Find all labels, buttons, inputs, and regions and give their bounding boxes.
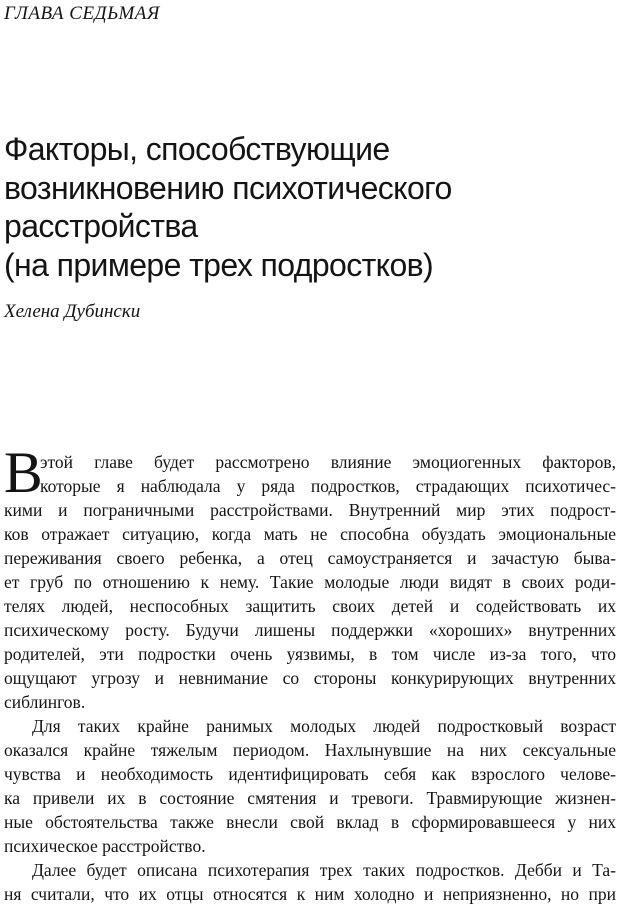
text-line: ощущают угрозу и невнимание со стороны конкурирующих внутренних <box>4 668 616 688</box>
author-name: Хелена Дубински <box>4 301 141 322</box>
text-line: ков отражает ситуацию, когда мать не способна обуздать эмоциональные <box>4 524 616 544</box>
running-head: ГЛАВА СЕДЬМАЯ <box>4 3 160 24</box>
text-line: чувства и необходимость идентифицировать себя как взрослого челове- <box>4 764 616 784</box>
text-line: переживания своего ребенка, а отец самоустраняется и зачастую быва- <box>4 548 616 568</box>
text-line: оказался крайне тяжелым периодом. Нахлынувшие на них сексуальные <box>4 740 616 760</box>
title-line-2: возникновению психотического <box>4 169 452 206</box>
title-line-1: Факторы, способствующие <box>4 131 390 167</box>
text-line: психическое расстройство. <box>4 836 206 856</box>
body-text <box>4 440 616 906</box>
text-line: кими и пограничными расстройствами. Внутренний мир этих подрост- <box>4 500 616 520</box>
text-line: Далее будет описана психотерапия трех таких подростков. Дебби и Та- <box>32 860 616 880</box>
text-line: ные обстоятельства также внесли свой вклад в сформировавшееся у них <box>4 812 616 832</box>
text-line: ня считали, что их отцы относятся к ним холодно и неприязненно, но при <box>4 884 616 904</box>
drop-cap: В <box>4 440 43 505</box>
title-line-4: (на примере трех подростков) <box>4 246 434 283</box>
text-line: ка привели их в состояние смятения и тревоги. Травмирующие жизнен- <box>4 788 616 808</box>
title-line-3: расстройства <box>4 208 198 244</box>
text-line: ет груб по отношению к нему. Такие молодые люди видят в своих роди- <box>4 572 616 592</box>
text-line: телях людей, неспособных защитить своих детей и содействовать их <box>4 596 616 616</box>
text-line: Для таких крайне ранимых молодых людей подростковый возраст <box>32 716 616 736</box>
text-line: родителей, эти подростки очень уязвимы, в том числе из-за того, что <box>4 644 616 664</box>
text-line: которые я наблюдала у ряда подростков, страдающих психотичес- <box>40 476 616 496</box>
text-line: психическому росту. Будучи лишены поддержки «хороших» внутренних <box>4 620 616 640</box>
text-line: сиблингов. <box>4 692 86 712</box>
chapter-title <box>4 130 616 284</box>
text-line: этой главе будет рассмотрено влияние эмоциогенных факторов, <box>40 452 616 472</box>
first-paragraph-opening <box>4 440 616 505</box>
